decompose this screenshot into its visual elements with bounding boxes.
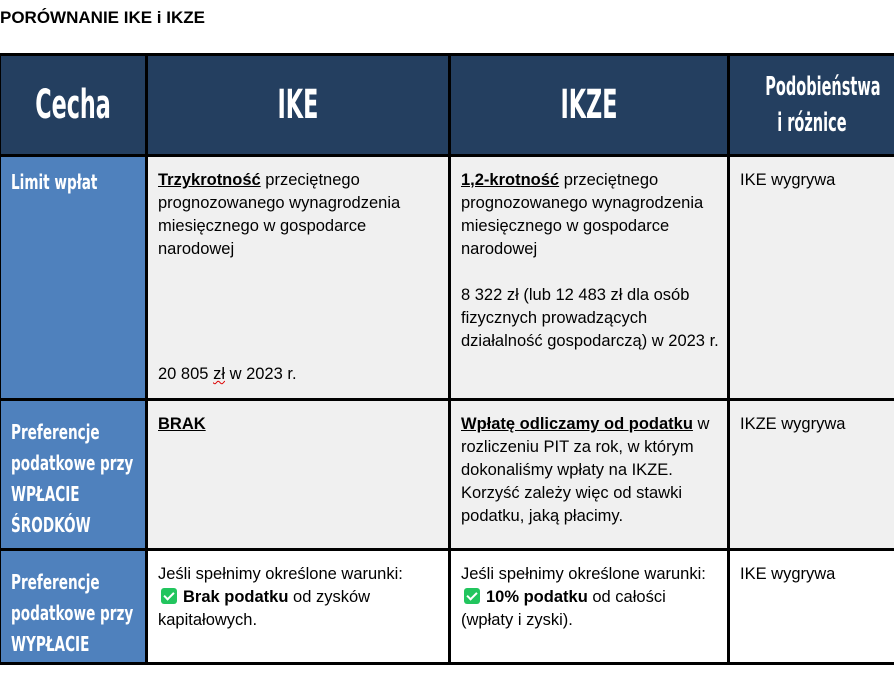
table-row	[0, 550, 894, 664]
ike-cell: Jeśli spełnimy określone warunki: Brak podatku od zysków kapitałowych.	[147, 550, 450, 664]
feature-cell: Preferencje podatkowe przy WPŁACIE ŚRODKÓW	[0, 400, 147, 550]
header-ike: IKE	[147, 55, 450, 156]
ike-cell: Trzykrotność przeciętnego prognozowanego wynagrodzenia miesięcznego w gospodarce narodowej 20 805 zł w 2023 r.	[147, 156, 450, 400]
ike-amount: 20 805 zł w 2023 r.	[158, 365, 297, 383]
comparison-table	[0, 53, 894, 665]
check-box-icon	[161, 588, 177, 604]
header-row	[0, 55, 894, 156]
ikze-cell: 1,2-krotność przeciętnego prognozowanego wynagrodzenia miesięcznego w gospodarce narodowej 8 322 zł (lub 12 483 zł dla osób fizycznych prowadzących działalność gospodarczą) w 2023 r.	[450, 156, 729, 400]
ikze-cell: Jeśli spełnimy określone warunki: 10% podatku od całości (wpłaty i zyski).	[450, 550, 729, 664]
check-box-icon	[464, 588, 480, 604]
feature-cell: Preferencje podatkowe przy WYPŁACIE	[0, 550, 147, 664]
header-ikze: IKZE	[450, 55, 729, 156]
verdict-cell: IKE wygrywa	[729, 156, 894, 400]
page-title: PORÓWNANIE IKE i IKZE	[0, 8, 205, 27]
table-row	[0, 156, 894, 400]
ikze-amount: 8 322 zł (lub 12 483 zł dla osób fizycznych prowadzących działalność gospodarczą) w 2023 r.	[461, 286, 719, 350]
table-row	[0, 400, 894, 550]
header-feature: Cecha	[0, 55, 147, 156]
ike-cell: BRAK	[147, 400, 450, 550]
ikze-cell: Wpłatę odliczamy od podatku w rozliczeniu PIT za rok, w którym dokonaliśmy wpłaty na IKZE. Korzyść zależy więc od stawki podatku, jaką płacimy.	[450, 400, 729, 550]
verdict-cell: IKZE wygrywa	[729, 400, 894, 550]
verdict-cell: IKE wygrywa	[729, 550, 894, 664]
header-similarities: Podobieństwa i różnice	[729, 55, 894, 156]
feature-cell: Limit wpłat	[0, 156, 147, 400]
